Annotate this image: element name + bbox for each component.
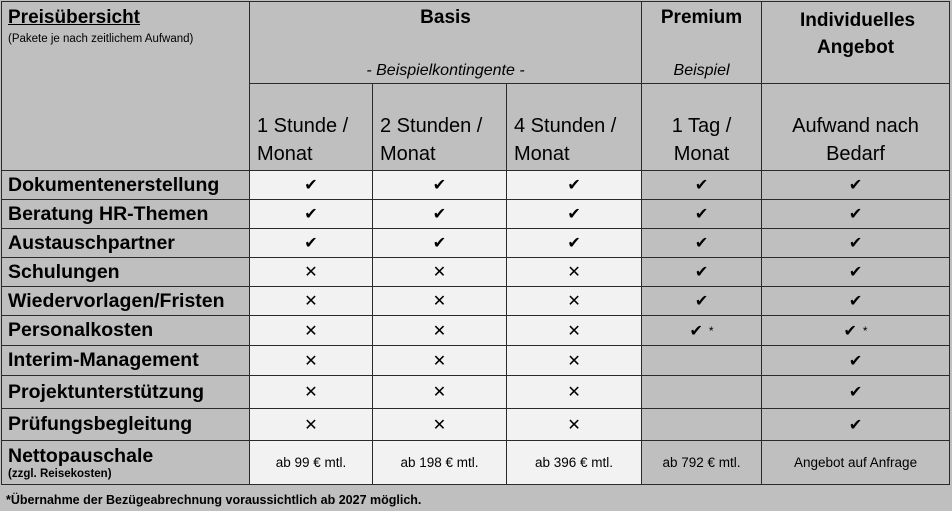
cross-mark: ✕ (432, 416, 447, 434)
check-mark: ✔ (848, 177, 863, 194)
price-table (1, 1, 950, 485)
check-mark: ✔ (304, 235, 318, 252)
check-mark: ✔ (694, 293, 709, 310)
empty-cell (642, 376, 762, 409)
check-mark: ✔ (432, 235, 447, 252)
cross-icon (507, 287, 642, 316)
check-mark: ✔ (689, 322, 703, 340)
check-mark: ✔ (843, 322, 857, 340)
cross-icon (250, 409, 373, 441)
check-mark: ✔ (694, 206, 709, 223)
premium-subtitle: Beispiel (673, 62, 730, 79)
price-row (2, 441, 950, 485)
check-icon (373, 229, 507, 258)
table-row (2, 258, 950, 287)
footnote-marker: * (708, 324, 714, 339)
check-mark: ✔ (304, 206, 318, 223)
cross-mark: ✕ (304, 322, 318, 340)
individual-header (762, 2, 950, 84)
check-icon (642, 200, 762, 229)
footnote-marker: * (862, 324, 868, 339)
check-mark: ✔ (432, 206, 447, 223)
check-mark: ✔ (304, 177, 318, 194)
cross-mark: ✕ (304, 416, 318, 434)
check-icon (642, 229, 762, 258)
table-row (2, 229, 950, 258)
check-icon (250, 200, 373, 229)
cross-mark: ✕ (304, 293, 318, 310)
table-row (2, 409, 950, 441)
table-row (2, 171, 950, 200)
table-title: Preisübersicht (8, 7, 140, 28)
package-1: 1 Stunde / Monat (250, 84, 373, 171)
price-value: Angebot auf Anfrage (762, 441, 950, 485)
check-mark: ✔ (848, 352, 863, 370)
package-3: 4 Stunden / Monat (507, 84, 642, 171)
premium-title: Premium (660, 7, 743, 28)
check-mark: ✔ (694, 264, 709, 281)
cross-mark: ✕ (304, 264, 318, 281)
empty-cell (642, 346, 762, 376)
cross-icon (373, 376, 507, 409)
table-row (2, 287, 950, 316)
check-icon (762, 346, 950, 376)
cross-mark: ✕ (304, 384, 318, 401)
footnote: *Übernahme der Bezügeabrechnung voraussichtlich ab 2027 möglich. (6, 493, 422, 507)
check-icon (762, 229, 950, 258)
check-icon (642, 287, 762, 316)
cross-icon (250, 376, 373, 409)
cross-mark: ✕ (432, 384, 447, 401)
cross-mark: ✕ (432, 352, 447, 370)
check-icon (762, 200, 950, 229)
check-icon (762, 171, 950, 200)
cross-mark: ✕ (567, 264, 581, 281)
cross-mark: ✕ (432, 293, 447, 310)
table-subtitle: (Pakete je nach zeitlichem Aufwand) (8, 33, 194, 45)
check-icon (762, 287, 950, 316)
price-sublabel: (zzgl. Reisekosten) (8, 467, 112, 480)
cross-icon (373, 258, 507, 287)
check-icon (507, 200, 642, 229)
basis-header (250, 2, 642, 84)
check-mark: ✔ (567, 235, 581, 252)
feature-label: Wiedervorlagen/Fristen (2, 287, 250, 316)
cross-icon (373, 287, 507, 316)
table-row (2, 316, 950, 346)
check-mark: ✔ (694, 235, 709, 252)
check-mark: ✔ (848, 264, 863, 281)
check-icon (762, 409, 950, 441)
cross-mark: ✕ (567, 416, 581, 434)
price-value: ab 396 € mtl. (507, 441, 642, 485)
cross-icon (507, 316, 642, 346)
price-value: ab 99 € mtl. (250, 441, 373, 485)
feature-label: Schulungen (2, 258, 250, 287)
cross-icon (250, 258, 373, 287)
check-mark: ✔ (848, 206, 863, 223)
cross-icon (373, 409, 507, 441)
cross-icon (250, 316, 373, 346)
check-icon (642, 171, 762, 200)
cross-icon (250, 346, 373, 376)
cross-mark: ✕ (567, 322, 581, 340)
premium-header (642, 2, 762, 84)
cross-icon (507, 346, 642, 376)
price-value: ab 792 € mtl. (642, 441, 762, 485)
check-icon (507, 229, 642, 258)
cross-icon (507, 258, 642, 287)
check-mark: ✔ (848, 384, 863, 401)
check-icon (762, 316, 950, 346)
check-mark: ✔ (567, 177, 581, 194)
feature-label: Beratung HR-Themen (2, 200, 250, 229)
cross-mark: ✕ (432, 322, 447, 340)
price-label-cell (2, 441, 250, 485)
check-icon (762, 258, 950, 287)
check-icon (507, 171, 642, 200)
feature-label: Austauschpartner (2, 229, 250, 258)
feature-label: Projektunterstützung (2, 376, 250, 409)
cross-mark: ✕ (432, 264, 447, 281)
cross-mark: ✕ (567, 352, 581, 370)
cross-icon (373, 346, 507, 376)
package-5: Aufwand nach Bedarf (762, 84, 950, 171)
check-icon (250, 229, 373, 258)
check-icon (373, 200, 507, 229)
package-4: 1 Tag / Monat (642, 84, 762, 171)
check-mark: ✔ (848, 416, 863, 434)
check-icon (250, 171, 373, 200)
check-mark: ✔ (567, 206, 581, 223)
check-icon (642, 316, 762, 346)
table-row (2, 346, 950, 376)
check-icon (373, 171, 507, 200)
cross-icon (507, 376, 642, 409)
basis-subtitle: - Beispielkontingente - (366, 62, 525, 79)
check-mark: ✔ (694, 177, 709, 194)
table-title-cell (2, 2, 250, 171)
price-value: ab 198 € mtl. (373, 441, 507, 485)
cross-icon (250, 287, 373, 316)
feature-label: Personalkosten (2, 316, 250, 346)
feature-label: Prüfungsbegleitung (2, 409, 250, 441)
basis-title: Basis (420, 7, 471, 28)
cross-mark: ✕ (304, 352, 318, 370)
empty-cell (642, 409, 762, 441)
check-icon (762, 376, 950, 409)
check-mark: ✔ (432, 177, 447, 194)
feature-label: Interim-Management (2, 346, 250, 376)
feature-label: Dokumentenerstellung (2, 171, 250, 200)
table-row (2, 376, 950, 409)
individual-title: Individuelles Angebot (800, 10, 916, 58)
check-mark: ✔ (848, 293, 863, 310)
check-icon (642, 258, 762, 287)
table-row (2, 200, 950, 229)
check-mark: ✔ (848, 235, 863, 252)
cross-mark: ✕ (567, 384, 581, 401)
package-2: 2 Stunden / Monat (373, 84, 507, 171)
price-label: Nettopauschale (8, 444, 154, 467)
cross-icon (507, 409, 642, 441)
cross-icon (373, 316, 507, 346)
cross-mark: ✕ (567, 293, 581, 310)
